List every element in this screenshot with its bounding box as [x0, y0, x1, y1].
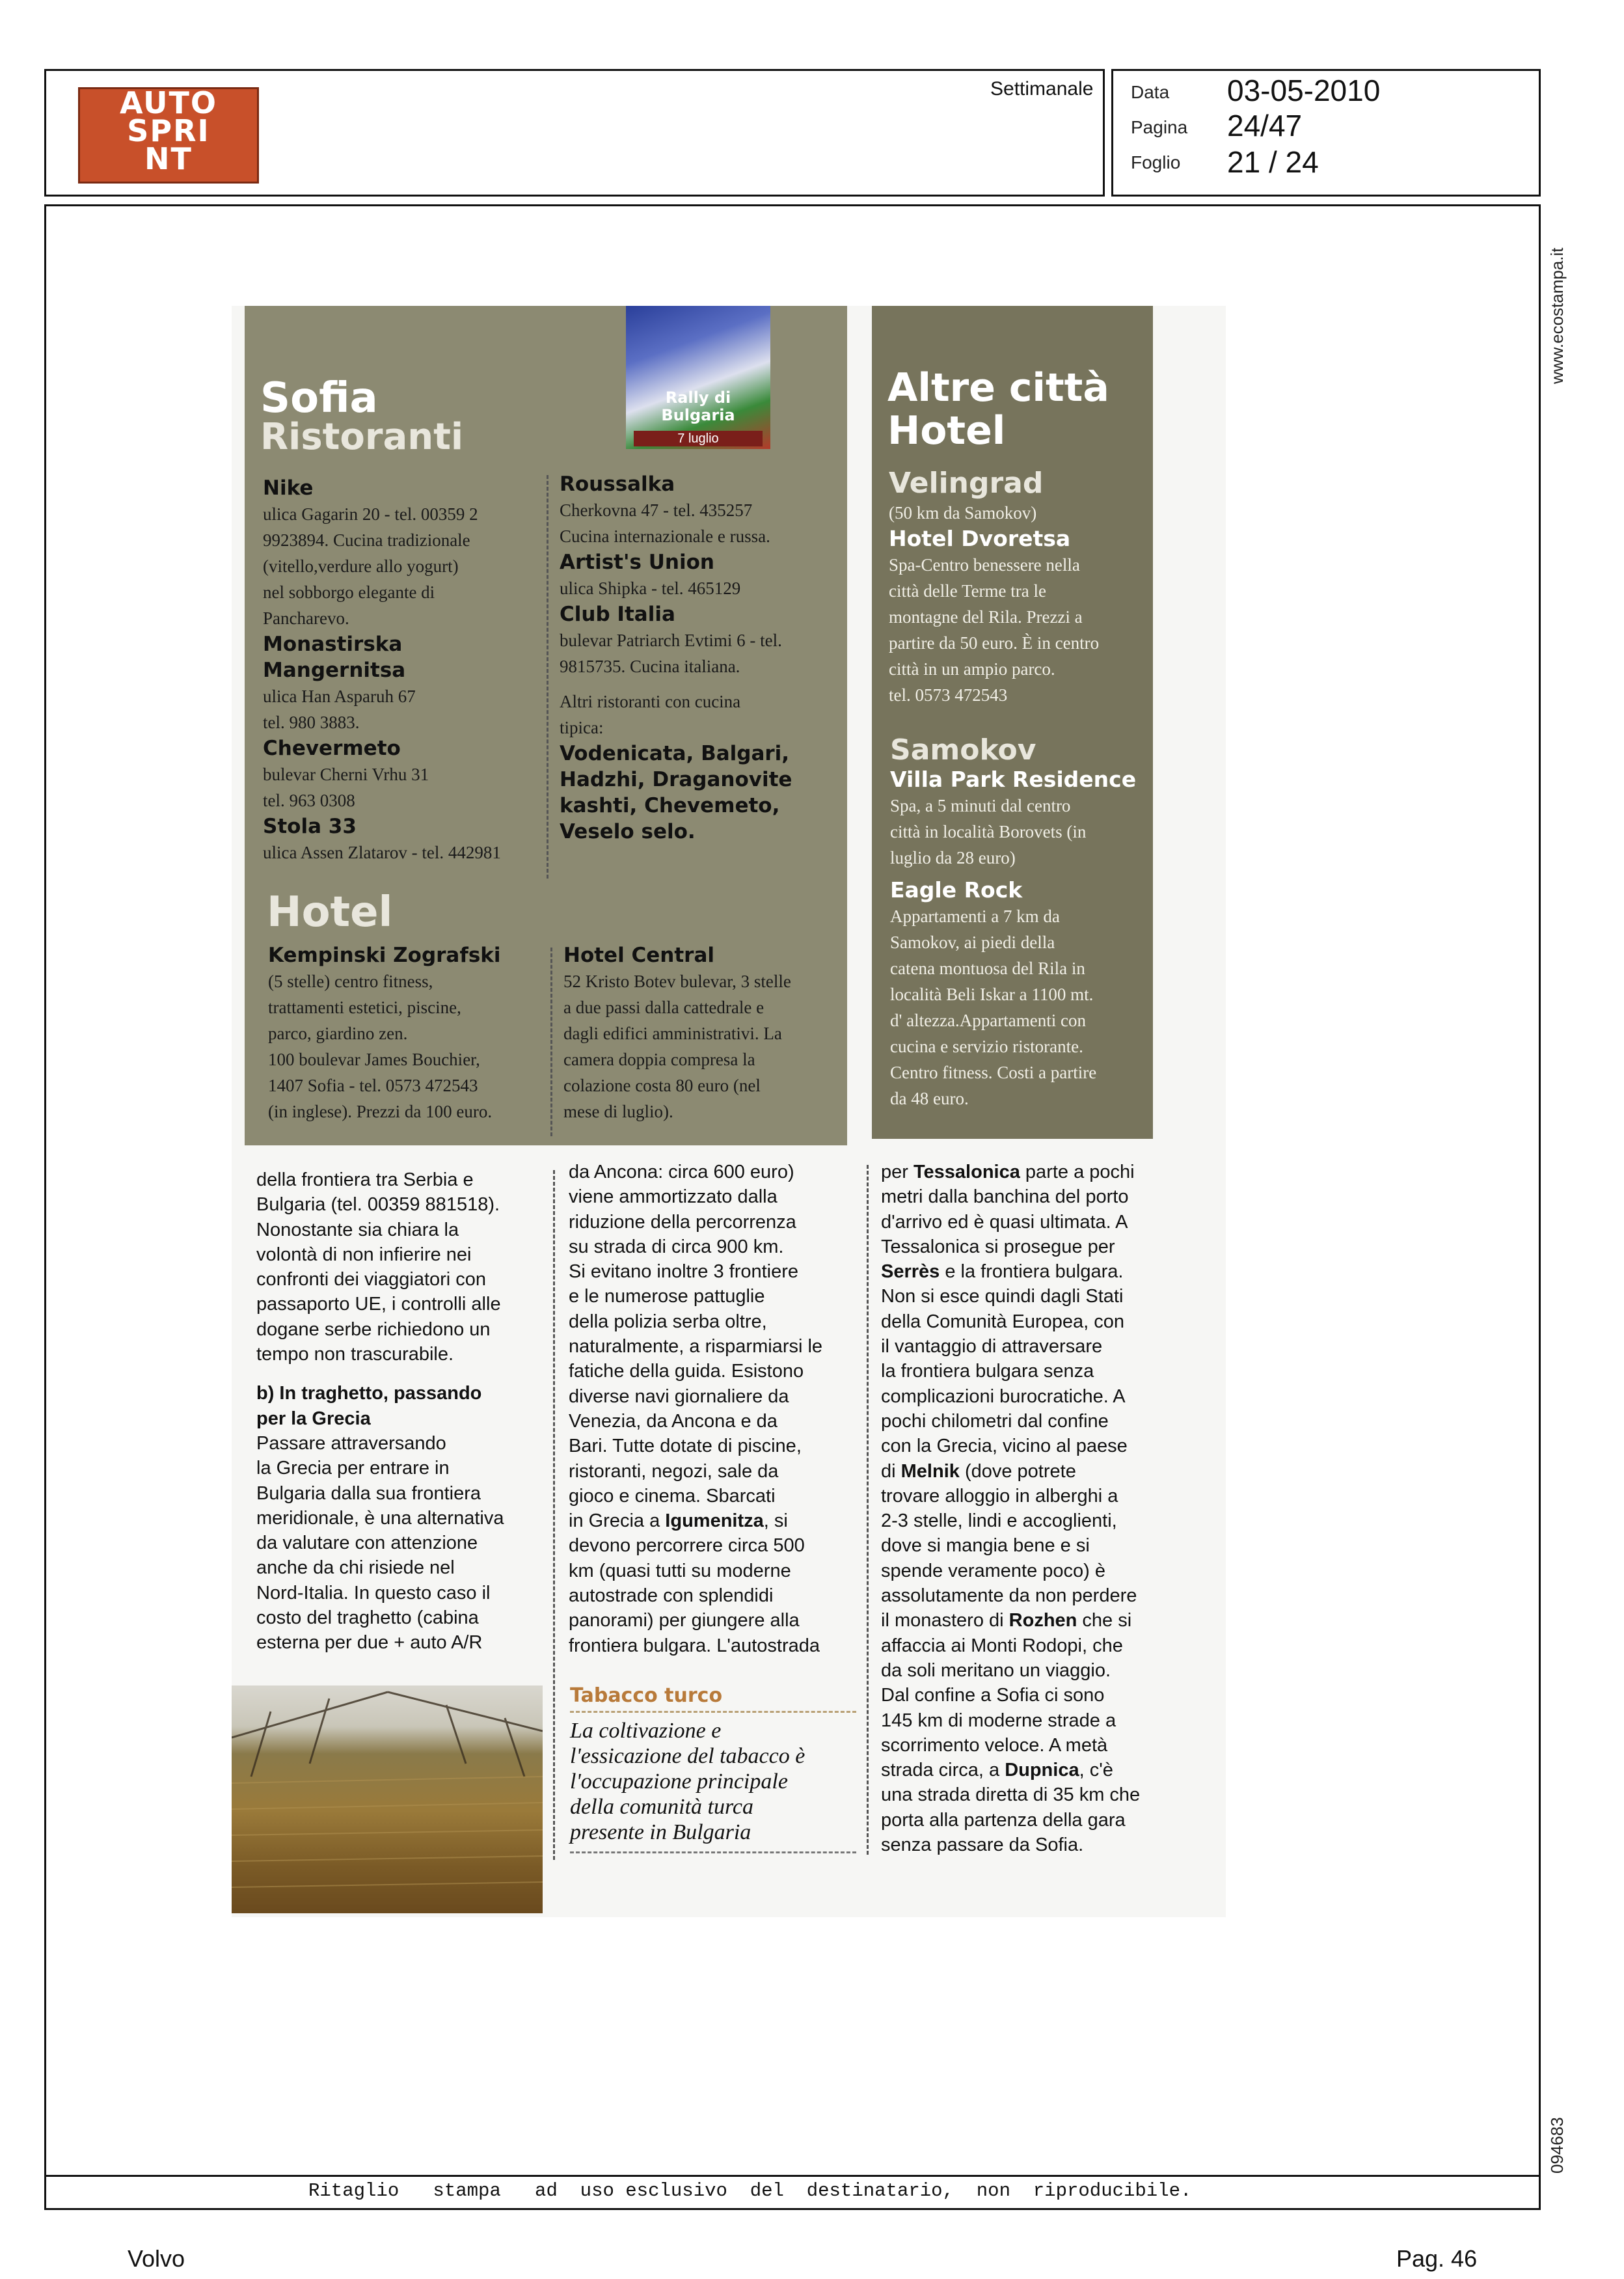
place-name: Melnik — [900, 1460, 960, 1482]
paragraph: Passare attraversando la Grecia per entrare in Bulgaria dalla sua frontiera meridionale, è una alternativa da valutare con attenzione anche da chi risiede nel Nord-Italia. In questo caso il costo del traghetto (cabina esterna per due + auto A/R — [256, 1432, 504, 1654]
city-name: Velingrad — [889, 467, 1044, 500]
restaurant-name: Nike — [263, 476, 314, 500]
hotel-name: Eagle Rock — [890, 877, 1023, 903]
hotel-info: (5 stelle) centro fitness, trattamenti estetici, piscine, parco, giardino zen. 100 boulevar James Bouchier, 1407 Sofia - tel. 0573 472543 (in inglese). Prezzi da 100 euro. — [268, 972, 493, 1121]
place-name: Serrès — [881, 1261, 940, 1283]
rally-badge — [626, 306, 770, 449]
hotel-info: Appartamenti a 7 km da Samokov, ai piedi della catena montuosa del Rila in località Beli Iskar a 1100 mt. d' altezza.Appartamenti con cucina e servizio ristorante. Centro fitness. Costi a partire da 48 euro. — [890, 907, 1097, 1108]
tobacco-caption: La coltivazione e l'essicazione del tabacco è l'occupazione principale della comunità turca presente in Bulgaria — [570, 1719, 805, 1844]
hotel-info: Spa-Centro benessere nella città delle Terme tra le montagne del Rila. Prezzi a partire da 50 euro. È in centro città in un ampio parco. tel. 0573 472543 — [889, 555, 1100, 705]
footer-left: Volvo — [128, 2245, 185, 2272]
tobacco-title: Tabacco turco — [570, 1684, 856, 1713]
restaurant-name: Stola 33 — [263, 815, 357, 838]
other-restaurants-list: Vodenicata, Balgari, Hadzhi, Draganovite kashti, Chevemeto, Veselo selo. — [560, 742, 792, 843]
restaurant-name: Monastirska Mangernitsa — [263, 633, 406, 682]
restaurant-name: Roussalka — [560, 472, 675, 496]
city-note: (50 km da Samokov) — [889, 503, 1037, 523]
column-divider — [550, 948, 552, 1136]
badge-line-2: Bulgaria — [661, 406, 735, 424]
place-name: Tessalonica — [913, 1162, 1020, 1182]
tobacco-photo-illustration — [232, 1685, 543, 1913]
restaurants-right — [560, 471, 839, 845]
restaurant-name: Artist's Union — [560, 551, 714, 574]
ristoranti-subtitle: Ristoranti — [260, 416, 464, 458]
pagina-value: 24/47 — [1227, 109, 1303, 143]
altre-hotel-subtitle: Hotel — [887, 408, 1006, 454]
copyright-notice: Ritaglio stampa ad uso esclusivo del destinatario, non riproducibile. — [308, 2180, 1192, 2202]
sofia-title: Sofia — [260, 374, 378, 422]
paragraph: da Ancona: circa 600 euro) viene ammortizzato dalla riduzione della percorrenza su strada di circa 900 km. Si evitano inoltre 3 frontiere e le numerose pattuglie della polizia serba oltre, naturalmente, a risparmiarsi le fatiche della guida. Esistono diverse navi giornaliere da Venezia, da Ancona e da Bari. Tutte dotate di piscine, ristoranti, negozi, sale da gioco e cinema. Sbarcati in Grecia a Igumenitza, si devono percorrere circa 500 km (quasi tutti su moderne autostrade con splendidi panorami) per giungere alla frontiera bulgara. L'autostrada — [569, 1162, 823, 1656]
hotel-entry — [268, 942, 541, 1125]
logo-line-1: AUTO — [119, 85, 218, 120]
restaurant-info: bulevar Cherni Vrhu 31 tel. 963 0308 — [263, 765, 429, 810]
column-divider — [547, 475, 548, 879]
hotel-name: Hotel Central — [563, 944, 715, 967]
hotel-name: Kempinski Zografski — [268, 944, 501, 967]
restaurant-info: ulica Shipka - tel. 465129 — [560, 579, 741, 598]
paragraph: per Tessalonica parte a pochi metri dalla banchina del porto d'arrivo ed è quasi ultimata. A Tessalonica si prosegue per Serrès e la frontiera bulgara. Non si esce quindi dagli Stati della Comunità Europea, con il vantaggio di attraversare la frontiera bulgara senza complicazioni burocratiche. A pochi chilometri dal confine con la Grecia, vicino al paese di Melnik (dove potrete trovare alloggio in alberghi a 2-3 stelle, lindi e accoglienti, dove si mangia bene e si spende veramente poco) è assolutamente da non perdere il monastero di Rozhen che si affaccia ai Monti Rodopi, che da soli meritano un viaggio. Dal confine a Sofia ci sono 145 km di moderne strade a scorrimento veloce. A metà strada circa, a Dupnica, c'è una strada diretta di 35 km che porta alla partenza della gara senza passare da Sofia. — [881, 1162, 1141, 1856]
data-label: Data — [1131, 82, 1170, 102]
altre-citta-title: Altre città — [887, 365, 1109, 411]
foglio-label: Foglio — [1131, 152, 1181, 172]
hotel-info: Spa, a 5 minuti dal centro città in località Borovets (in luglio da 28 euro) — [890, 796, 1087, 867]
body-column-2 — [569, 1160, 855, 1658]
logo-line-3: NT — [144, 141, 193, 176]
hotel-entry — [563, 942, 843, 1125]
hotel-info: 52 Kristo Botev bulevar, 3 stelle a due passi dalla cattedrale e dagli edifici amministrativi. La camera doppia compresa la colazione costa 80 euro (nel mese di luglio). — [563, 972, 791, 1121]
paragraph: della frontiera tra Serbia e Bulgaria (tel. 00359 881518). Nonostante sia chiara la volontà di non infierire nei confronti dei viaggiatori con passaporto UE, i controlli alle dogane serbe richiedono un tempo non trascurabile. — [256, 1169, 501, 1365]
badge-line-1: Rally di — [665, 389, 731, 407]
tobacco-photo — [232, 1685, 543, 1913]
website-label: www.ecostampa.it — [1547, 247, 1567, 384]
restaurant-info: Cherkovna 47 - tel. 435257 Cucina internazionale e russa. — [560, 500, 770, 546]
place-name: Igumenitza — [665, 1510, 764, 1532]
place-name: Dupnica — [1005, 1760, 1079, 1781]
archive-code: 094683 — [1547, 2117, 1567, 2174]
place-name: Rozhen — [1008, 1610, 1077, 1631]
section-heading: b) In traghetto, passando per la Grecia — [256, 1383, 482, 1429]
autosprint-logo — [78, 87, 259, 184]
pagina-label: Pagina — [1131, 117, 1188, 137]
footer-page-number: Pag. 46 — [1396, 2245, 1478, 2272]
restaurant-info: bulevar Patriarch Evtimi 6 - tel. 9815735. Cucina italiana. — [560, 631, 782, 676]
velingrad-section — [889, 467, 1149, 708]
restaurant-info: ulica Han Asparuh 67 tel. 980 3883. — [263, 687, 416, 732]
body-column-3 — [881, 1160, 1187, 1857]
city-name: Samokov — [890, 733, 1036, 767]
column-divider — [553, 1170, 555, 1860]
hotel-title: Hotel — [267, 888, 393, 936]
badge-date: 7 luglio — [634, 431, 763, 446]
samokov-section — [890, 734, 1150, 1112]
tobacco-box — [570, 1684, 856, 1853]
periodicity: Settimanale — [990, 78, 1094, 100]
hotel-name: Hotel Dvoretsa — [889, 526, 1071, 551]
column-divider — [867, 1165, 869, 1855]
restaurants-left — [263, 475, 536, 866]
restaurant-name: Club Italia — [560, 603, 675, 626]
foglio-value: 21 / 24 — [1227, 145, 1319, 179]
body-column-1 — [256, 1167, 549, 1656]
restaurant-info: ulica Gagarin 20 - tel. 00359 2 9923894. Cucina tradizionale (vitello,verdure allo yogurt) nel sobborgo elegante di Pancharevo. — [263, 504, 478, 628]
restaurant-name: Chevermeto — [263, 737, 401, 760]
frame-divider — [44, 2175, 1541, 2177]
restaurant-info: ulica Assen Zlatarov - tel. 442981 — [263, 843, 501, 862]
hotel-name: Villa Park Residence — [890, 767, 1137, 792]
other-restaurants-intro: Altri ristoranti con cucina tipica: — [560, 692, 741, 737]
data-value: 03-05-2010 — [1227, 74, 1381, 107]
logo-line-2: SPRI — [127, 113, 210, 148]
